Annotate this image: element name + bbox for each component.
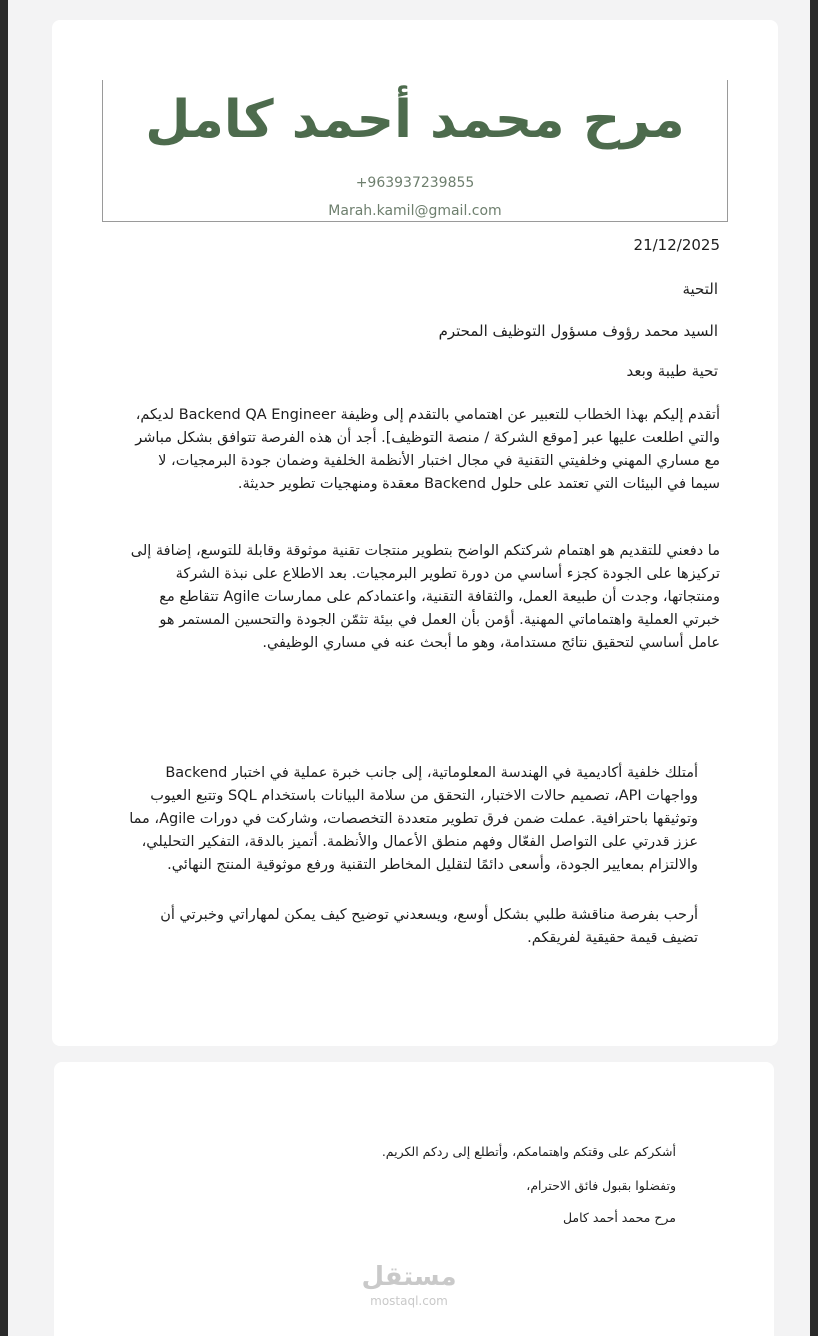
letterhead bbox=[102, 80, 728, 222]
paragraph-4: أرحب بفرصة مناقشة طلبي بشكل أوسع، ويسعدني توضيح كيف يمكن لمهاراتي وخبرتي أن تضيف قيمة حقيقية لفريقكم. bbox=[160, 907, 698, 946]
applicant-name: مرح محمد أحمد كامل bbox=[145, 90, 685, 150]
addressee: السيد محمد رؤوف مسؤول التوظيف المحترم bbox=[438, 322, 718, 340]
closing-thanks: أشكركم على وقتكم واهتمامكم، وأتطلع إلى ردكم الكريم. bbox=[381, 1144, 676, 1159]
paragraph-1: أتقدم إليكم بهذا الخطاب للتعبير عن اهتمامي بالتقدم إلى وظيفة Backend QA Engineer لديكم، والتي اطلعت عليها عبر [موقع الشركة / منصة التوظيف]. أجد أن هذه الفرصة تتوافق بشكل مباشر مع مساري المهني وخلفيتي التقنية في مجال اختبار الأنظمة الخلفية وضمان جودة البرمجيات، لا سيما في البيئات التي تعتمد على حلول Backend معقدة ومنهجيات تطوير حديثة. bbox=[135, 407, 720, 492]
letter-date: 21/12/2025 bbox=[633, 236, 720, 254]
salutation: تحية طيبة وبعد bbox=[626, 362, 718, 380]
email-address: Marah.kamil@gmail.com bbox=[328, 203, 502, 219]
watermark-url: mostaql.com bbox=[370, 1294, 448, 1308]
watermark-logo: مستقل bbox=[361, 1262, 457, 1292]
phone-number: +963937239855 bbox=[355, 175, 475, 191]
greeting: التحية bbox=[682, 280, 718, 298]
closing-regards: وتفضلوا بقبول فائق الاحترام، bbox=[526, 1178, 676, 1193]
closing-signature: مرح محمد أحمد كامل bbox=[562, 1210, 676, 1225]
paragraph-2: ما دفعني للتقديم هو اهتمام شركتكم الواضح بتطوير منتجات تقنية موثوقة وقابلة للتوسع، إضافة إلى تركيزها على الجودة كجزء أساسي من دورة تطوير البرمجيات. بعد الاطلاع على نبذة الشركة ومنتجاتها، وجدت أن طبيعة العمل، والثقافة التقنية، واعتمادكم على ممارسات Agile تتقاطع مع خبرتي العملية واهتماماتي المهنية. أؤمن بأن العمل في بيئة تثمّن الجودة والتحسين المستمر هو عامل أساسي لتحقيق نتائج مستدامة، وهو ما أبحث عنه في مساري الوظيفي. bbox=[130, 543, 720, 651]
paragraph-3: أمتلك خلفية أكاديمية في الهندسة المعلوماتية، إلى جانب خبرة عملية في اختبار Backend وواجهات API، تصميم حالات الاختبار، التحقق من سلامة البيانات باستخدام SQL وتتبع العيوب وتوثيقها باحترافية. عملت ضمن فرق تطوير متعددة التخصصات، وشاركت في دورات Agile، مما عزز قدرتي على التواصل الفعّال وفهم منطق الأعمال والأنظمة. أتميز بالدقة، التفكير التحليلي، والالتزام بمعايير الجودة، وأسعى دائمًا لتقليل المخاطر التقنية ورفع موثوقية المنتج النهائي. bbox=[129, 765, 698, 873]
